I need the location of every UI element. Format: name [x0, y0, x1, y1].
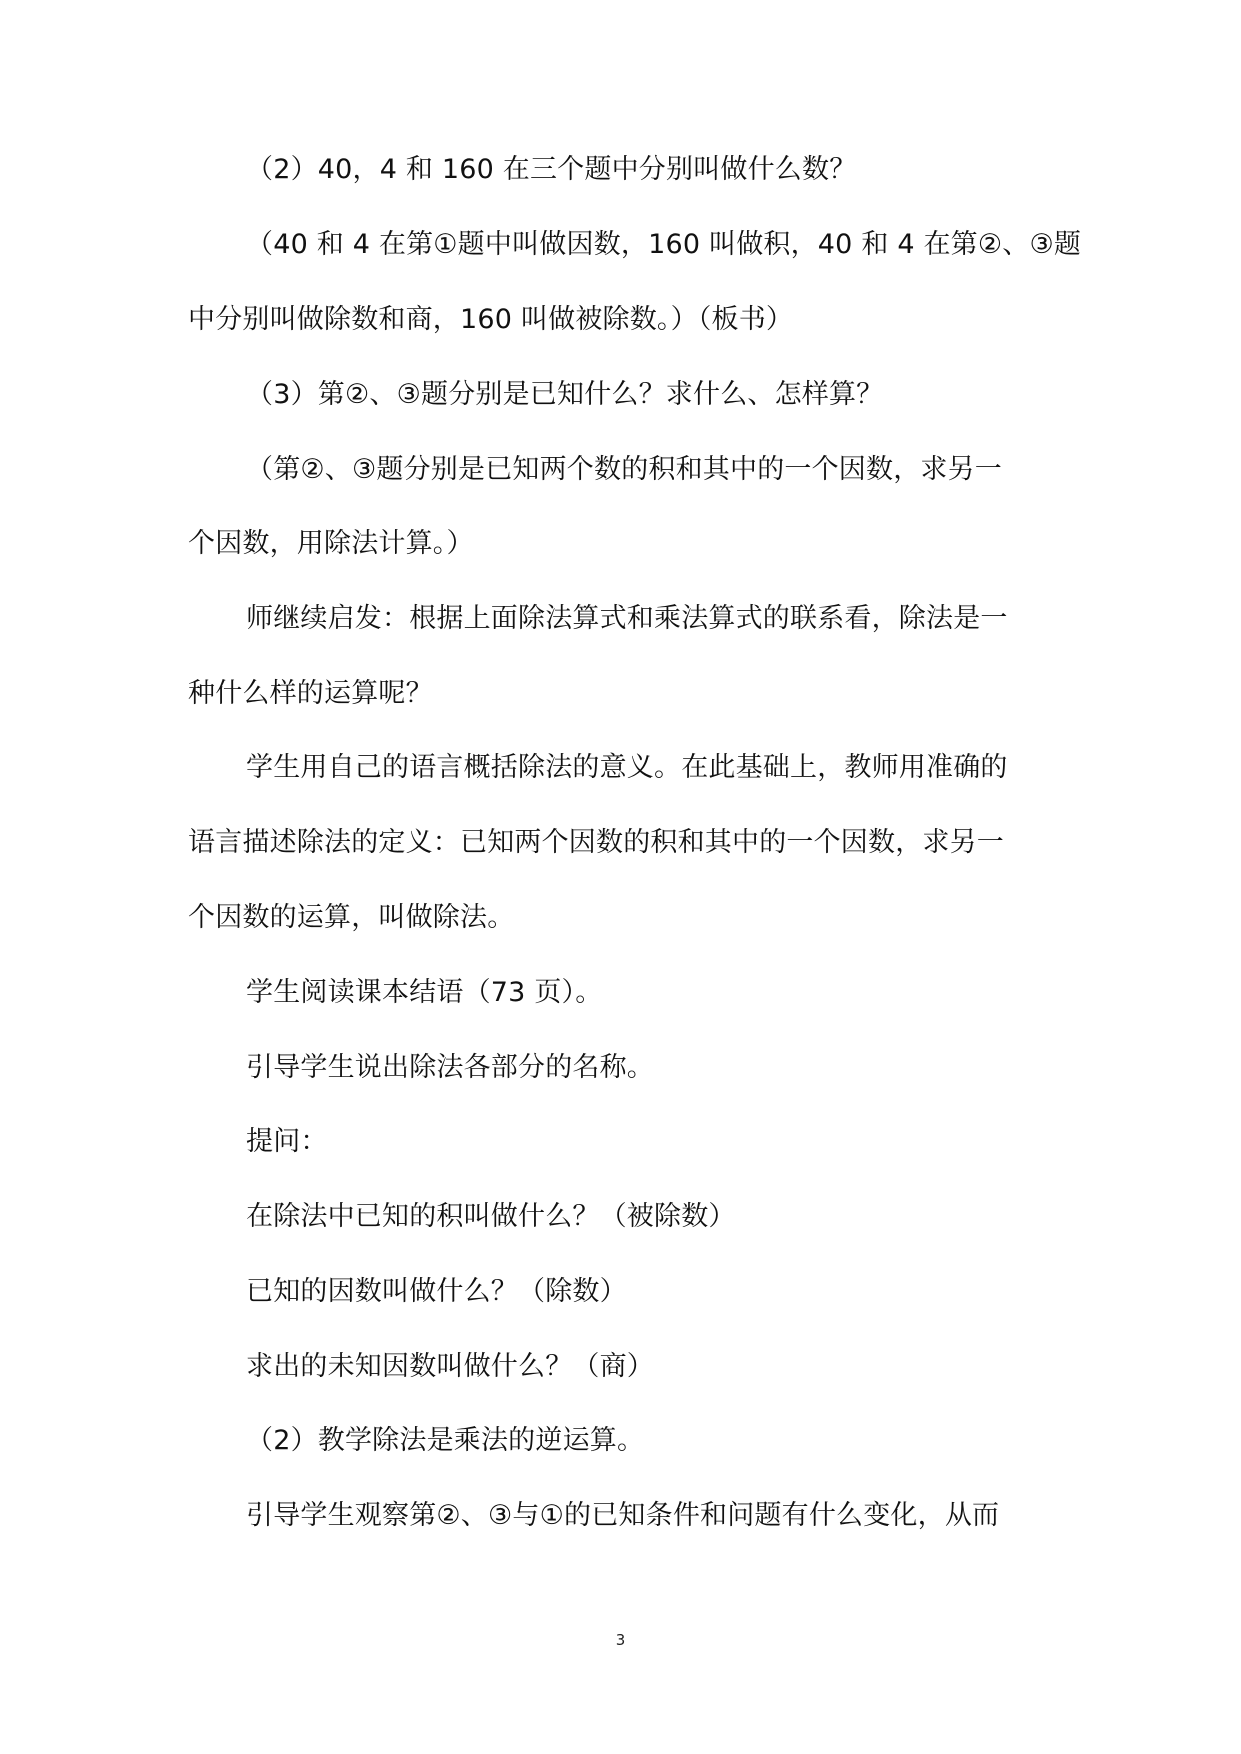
- text-line: （40 和 4 在第①题中叫做因数，160 叫做积，40 和 4 在第②、③题: [246, 229, 1082, 260]
- text-line: 引导学生观察第②、③与①的已知条件和问题有什么变化，从而: [246, 1500, 1000, 1531]
- text-line: （2）40，4 和 160 在三个题中分别叫做什么数？: [246, 154, 857, 185]
- text-line: 在除法中已知的积叫做什么？（被除数）: [246, 1201, 736, 1232]
- text-line: 学生用自己的语言概括除法的意义。在此基础上，教师用准确的: [246, 752, 1008, 783]
- text-line: 个因数，用除法计算。）: [188, 528, 474, 559]
- text-line: 个因数的运算，叫做除法。: [188, 902, 515, 933]
- text-line: （3）第②、③题分别是已知什么？求什么、怎样算？: [246, 379, 884, 410]
- text-line: 引导学生说出除法各部分的名称。: [246, 1052, 654, 1083]
- text-line: 语言描述除法的定义：已知两个因数的积和其中的一个因数，求另一: [188, 827, 1004, 858]
- text-line: 求出的未知因数叫做什么？（商）: [246, 1351, 654, 1382]
- text-line: 种什么样的运算呢？: [188, 678, 433, 709]
- page-number: 3: [615, 1631, 626, 1649]
- text-line: 师继续启发：根据上面除法算式和乘法算式的联系看，除法是一: [246, 603, 1008, 634]
- text-line: （第②、③题分别是已知两个数的积和其中的一个因数，求另一: [246, 454, 1003, 485]
- text-line: 学生阅读课本结语（73 页）。: [246, 977, 603, 1008]
- text-line: 提问：: [246, 1126, 328, 1157]
- text-line: 中分别叫做除数和商，160 叫做被除数。）（板书）: [188, 304, 794, 335]
- text-line: （2）教学除法是乘法的逆运算。: [246, 1425, 645, 1456]
- text-line: 已知的因数叫做什么？（除数）: [246, 1276, 627, 1307]
